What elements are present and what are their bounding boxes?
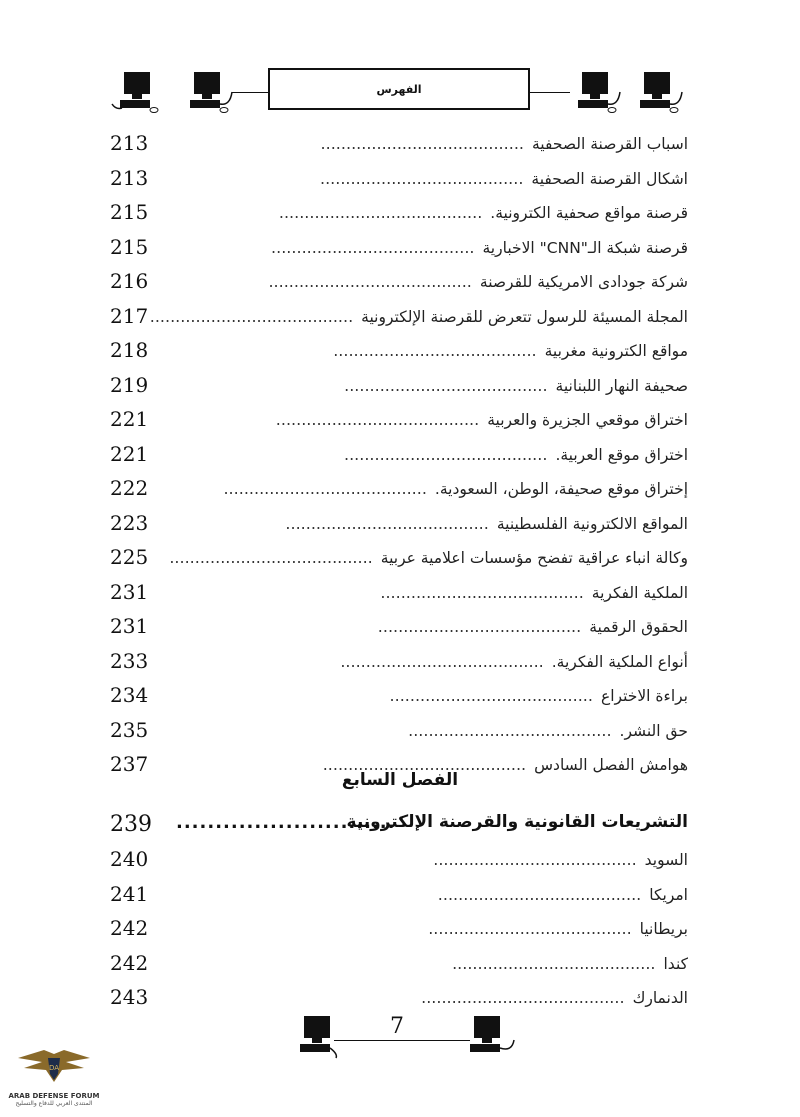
toc-leader xyxy=(178,583,688,603)
header-left-rule xyxy=(232,92,268,93)
toc-leader xyxy=(178,514,688,534)
toc-entry-title: الدنمارك xyxy=(625,989,688,1007)
toc-entry xyxy=(110,575,688,610)
toc-entry xyxy=(110,368,688,403)
toc-leader xyxy=(169,548,688,568)
leader-dots: ........................................ xyxy=(408,720,612,740)
toc-leader xyxy=(149,306,688,327)
toc-page-number: 242 xyxy=(110,916,149,941)
footer-rule xyxy=(334,1040,470,1041)
leader-dots: ........................................ xyxy=(333,341,537,360)
leader-dots: ........................................ xyxy=(377,617,582,636)
leader-dots: ........................................ xyxy=(437,884,642,904)
toc-entry-title: المواقع الالكترونية الفلسطينية xyxy=(489,515,688,533)
toc-page-number: 216 xyxy=(110,269,149,294)
toc-leader xyxy=(178,850,688,870)
wings-icon xyxy=(14,1048,94,1086)
toc-entry-title: براءة الاختراع xyxy=(593,687,688,705)
toc-entry xyxy=(110,678,688,713)
section-heading-row xyxy=(110,806,688,844)
toc-entry xyxy=(110,230,688,265)
toc-page-number: 221 xyxy=(110,407,149,432)
toc-leader xyxy=(178,686,688,706)
leader-dots: ........................................ xyxy=(389,686,593,705)
leader-dots: ........................................ xyxy=(452,953,656,973)
section-title: التشريعات القانونية والقرصنة الإلكترونية xyxy=(346,812,688,832)
toc-leader xyxy=(178,272,688,292)
toc-leader xyxy=(178,445,688,465)
toc-entry xyxy=(110,911,688,946)
toc-entry xyxy=(110,437,688,472)
toc-entry xyxy=(110,644,688,679)
toc-page-number: 241 xyxy=(110,881,149,906)
toc-page-number: 242 xyxy=(110,950,149,975)
leader-dots: ........................................ xyxy=(433,850,637,869)
toc-entry-title: اختراق موقع العربية. xyxy=(547,446,688,464)
leader-dots: ........................................ xyxy=(169,548,373,567)
leader-dots: ........................................ xyxy=(320,134,524,153)
toc-leader xyxy=(178,652,688,672)
toc-page-number: 222 xyxy=(110,476,149,501)
toc-leader xyxy=(178,954,688,974)
toc-entry-title: إختراق موقع صحيفة، الوطن، السعودية. xyxy=(427,480,688,498)
toc-page-number: 219 xyxy=(110,372,149,397)
watermark-line1: ARAB DEFENSE FORUM xyxy=(8,1092,100,1100)
toc-leader xyxy=(178,238,688,258)
header-right-rule xyxy=(530,92,570,93)
toc-leader xyxy=(178,885,688,905)
toc-entry-title: شركة جودادى الامريكية للقرصنة xyxy=(472,273,688,291)
toc-entry xyxy=(110,877,688,912)
toc-entry xyxy=(110,402,688,437)
toc-entry-title: المجلة المسيئة للرسول تتعرض للقرصنة الإلكترونية xyxy=(353,308,688,326)
toc-entry-title: اختراق موقعي الجزيرة والعربية xyxy=(479,411,688,429)
toc-entry xyxy=(110,264,688,299)
leader-dots: ........................................ xyxy=(344,375,548,395)
toc-page-number: 217 xyxy=(110,303,149,328)
toc-leader xyxy=(178,919,688,939)
toc-entry-title: اسباب القرصنة الصحفية xyxy=(524,135,688,153)
toc-list-2 xyxy=(110,842,688,1015)
toc-leader xyxy=(178,988,688,1008)
leader-dots: ........................................ xyxy=(271,237,475,257)
toc-page-number: 234 xyxy=(110,683,149,708)
section-page-number: 239 xyxy=(110,812,152,837)
page-title xyxy=(268,68,530,110)
toc-entry-title: مواقع الكترونية مغربية xyxy=(537,342,688,360)
toc-leader xyxy=(178,134,688,154)
toc-entry-title: بريطانيا xyxy=(632,920,688,938)
computer-icon xyxy=(180,70,235,116)
leader-dots: ........................................ xyxy=(275,410,480,429)
computer-icon xyxy=(460,1014,516,1060)
computer-icon xyxy=(110,70,160,116)
leader-dots: ........................................ xyxy=(223,479,427,498)
leader-dots: ........................................ xyxy=(340,651,544,671)
toc-entry-title: حق النشر. xyxy=(612,722,688,740)
toc-page-number: 215 xyxy=(110,200,149,225)
leader-dots: ........................................ xyxy=(285,513,489,533)
toc-leader xyxy=(178,410,688,430)
toc-page-number: 231 xyxy=(110,614,149,639)
leader-dots: ........................................ xyxy=(278,203,483,222)
toc-page-number: 223 xyxy=(110,510,149,535)
toc-page-number: 218 xyxy=(110,338,149,363)
toc-page-number: 215 xyxy=(110,234,149,259)
toc-entry-title: الحقوق الرقمية xyxy=(581,618,688,636)
leader-dots: ........................................ xyxy=(421,988,625,1007)
leader-dots: ........................................ xyxy=(344,444,548,464)
toc-page-number: 225 xyxy=(110,545,149,570)
toc-entry xyxy=(110,471,688,506)
toc-entry xyxy=(110,842,688,877)
leader-dots: ........................................ xyxy=(149,306,354,326)
chapter-heading: الفصل السابع xyxy=(341,770,459,790)
toc-entry xyxy=(110,713,688,748)
toc-entry-title: أنواع الملكية الفكرية. xyxy=(544,653,688,671)
toc-entry xyxy=(110,333,688,368)
forum-watermark-logo xyxy=(8,1048,100,1114)
toc-entry xyxy=(110,195,688,230)
toc-page-number: 231 xyxy=(110,579,149,604)
toc-entry-title: هوامش الفصل السادس xyxy=(526,756,688,774)
toc-page-number: 243 xyxy=(110,985,149,1010)
toc-entry xyxy=(110,161,688,196)
toc-entry-title: وكالة انباء عراقية تفضح مؤسسات اعلامية عربية xyxy=(373,549,688,567)
toc-leader xyxy=(178,721,688,741)
page-number: 7 xyxy=(390,1014,404,1039)
toc-entry-title: قرصنة مواقع صحفية الكترونية. xyxy=(482,204,688,222)
section-leader-dots: ............................ xyxy=(176,812,396,833)
toc-page-number: 213 xyxy=(110,165,149,190)
toc-entry-title: اشكال القرصنة الصحفية xyxy=(523,170,688,188)
toc-list xyxy=(110,126,688,782)
computer-icon xyxy=(568,70,623,116)
toc-entry-title: الملكية الفكرية xyxy=(584,584,688,602)
toc-leader xyxy=(178,479,688,499)
leader-dots: ........................................ xyxy=(380,582,584,602)
toc-page-number: 221 xyxy=(110,441,149,466)
toc-entry xyxy=(110,126,688,161)
toc-page-number: 233 xyxy=(110,648,149,673)
badge-text: DA xyxy=(48,1064,60,1072)
toc-page-number: 235 xyxy=(110,717,149,742)
toc-leader xyxy=(178,617,688,637)
toc-leader xyxy=(178,203,688,223)
toc-entry xyxy=(110,540,688,575)
toc-entry xyxy=(110,946,688,981)
toc-entry-title: كندا xyxy=(656,955,689,973)
toc-entry-title: السويد xyxy=(637,851,688,869)
toc-entry xyxy=(110,506,688,541)
toc-entry-title: صحيفة النهار اللبنانية xyxy=(548,377,688,395)
toc-entry-title: قرصنة شبكة الـ"CNN" الاخبارية xyxy=(474,239,688,257)
computer-icon xyxy=(630,70,685,116)
leader-dots: ........................................ xyxy=(319,168,524,188)
computer-icon xyxy=(290,1014,340,1060)
toc-entry xyxy=(110,299,688,334)
toc-page-number: 213 xyxy=(110,131,149,156)
leader-dots: ........................................ xyxy=(322,755,527,774)
toc-leader xyxy=(178,376,688,396)
toc-leader xyxy=(178,341,688,361)
toc-entry-title: امريكا xyxy=(641,886,688,904)
watermark-line2: المنتدى العربي للدفاع والتسليح xyxy=(15,1100,93,1107)
leader-dots: ........................................ xyxy=(428,919,632,938)
toc-entry xyxy=(110,609,688,644)
toc-leader xyxy=(178,169,688,189)
page-title-text: الفهرس xyxy=(376,82,422,96)
toc-page-number: 240 xyxy=(110,847,149,872)
toc-page-number: 237 xyxy=(110,752,149,777)
toc-entry xyxy=(110,980,688,1015)
leader-dots: ........................................ xyxy=(268,272,472,291)
